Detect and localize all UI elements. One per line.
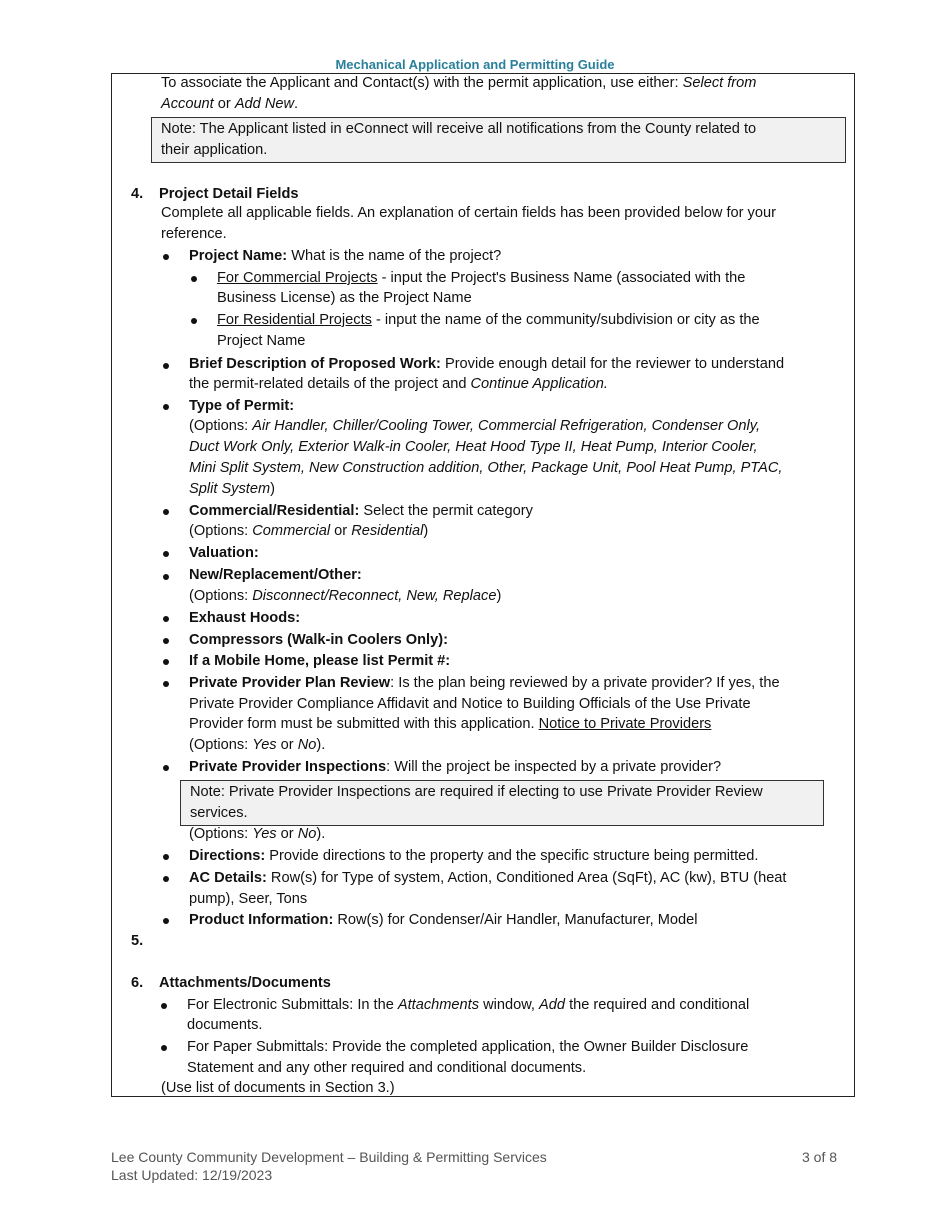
footer-page-number: 3 of 8 bbox=[802, 1149, 838, 1165]
section-4-desc-2: reference. bbox=[161, 226, 227, 242]
intro-line-2: Account or Add New. bbox=[161, 96, 299, 112]
bullet-icon bbox=[163, 404, 169, 410]
commercial-residential-options: (Options: Commercial or Residential) bbox=[189, 523, 429, 539]
section-4-title: Project Detail Fields bbox=[159, 186, 299, 202]
bullet-icon bbox=[163, 918, 169, 924]
paper-submittals-line-1: For Paper Submittals: Provide the completed application, the Owner Builder Disclosure bbox=[187, 1039, 749, 1055]
bullet-icon bbox=[163, 681, 169, 687]
bullet-icon bbox=[161, 1045, 167, 1051]
section-5-number: 5. bbox=[131, 933, 144, 949]
bullet-icon bbox=[163, 509, 169, 515]
electronic-submittals-line-1: For Electronic Submittals: In the Attachments window, Add the required and conditional bbox=[187, 997, 750, 1013]
field-brief-description-1: Brief Description of Proposed Work: Provide enough detail for the reviewer to understand bbox=[189, 356, 785, 372]
bullet-icon bbox=[191, 318, 197, 324]
section-4-number: 4. bbox=[131, 186, 144, 202]
bullet-icon bbox=[163, 616, 169, 622]
residential-projects-line-2: Project Name bbox=[217, 333, 306, 349]
field-private-provider-plan-review-2: Private Provider Compliance Affidavit and Notice to Building Officials of the Use Private bbox=[189, 696, 751, 712]
field-brief-description-2: the permit-related details of the project and Continue Application. bbox=[189, 376, 608, 392]
bullet-icon bbox=[163, 659, 169, 665]
field-valuation: Valuation: bbox=[189, 545, 259, 561]
field-private-provider-plan-review-1: Private Provider Plan Review: Is the plan being reviewed by a private provider? If yes, the bbox=[189, 675, 780, 691]
electronic-submittals-line-2: documents. bbox=[187, 1017, 263, 1033]
bullet-icon bbox=[161, 1003, 167, 1009]
bullet-icon bbox=[163, 638, 169, 644]
private-provider-plan-review-options: (Options: Yes or No). bbox=[189, 737, 326, 753]
notice-to-private-providers-link[interactable]: Notice to Private Providers bbox=[538, 716, 712, 732]
section-6-reference: (Use list of documents in Section 3.) bbox=[161, 1080, 395, 1096]
bullet-icon bbox=[163, 363, 169, 369]
page-header-title: Mechanical Application and Permitting Guide bbox=[335, 57, 615, 72]
section-6-title: Attachments/Documents bbox=[159, 975, 331, 991]
commercial-projects-line-1: For Commercial Projects - input the Project's Business Name (associated with the bbox=[217, 270, 746, 286]
note-private-provider-inspections: Note: Private Provider Inspections are required if electing to use Private Provider Review services. bbox=[180, 780, 824, 826]
section-4-desc-1: Complete all applicable fields. An explanation of certain fields has been provided below for your bbox=[161, 205, 776, 221]
type-of-permit-options-1: (Options: Air Handler, Chiller/Cooling Tower, Commercial Refrigeration, Condenser Only, bbox=[189, 418, 761, 434]
field-private-provider-plan-review-3: Provider form must be submitted with this application. Notice to Private Providers bbox=[189, 716, 712, 732]
field-project-name: Project Name: What is the name of the project? bbox=[189, 248, 502, 264]
section-6-number: 6. bbox=[131, 975, 144, 991]
bullet-icon bbox=[163, 574, 169, 580]
note-applicant-notifications: Note: The Applicant listed in eConnect will receive all notifications from the County related to their application. bbox=[151, 117, 846, 163]
type-of-permit-options-3: Mini Split System, New Construction addition, Other, Package Unit, Pool Heat Pump, PTAC, bbox=[189, 460, 783, 476]
field-new-replacement-other: New/Replacement/Other: bbox=[189, 567, 362, 583]
field-ac-details-2: pump), Seer, Tons bbox=[189, 891, 308, 907]
bullet-icon bbox=[163, 876, 169, 882]
paper-submittals-line-2: Statement and any other required and conditional documents. bbox=[187, 1060, 587, 1076]
footer-organization: Lee County Community Development – Building & Permitting Services bbox=[111, 1149, 547, 1165]
field-directions: Directions: Provide directions to the property and the specific structure being permitted. bbox=[189, 848, 759, 864]
bullet-icon bbox=[163, 765, 169, 771]
commercial-projects-line-2: Business License) as the Project Name bbox=[217, 290, 472, 306]
bullet-icon bbox=[163, 254, 169, 260]
type-of-permit-options-2: Duct Work Only, Exterior Walk-in Cooler, Heat Hood Type II, Heat Pump, Interior Cooler, bbox=[189, 439, 758, 455]
field-compressors: Compressors (Walk-in Coolers Only): bbox=[189, 632, 448, 648]
field-product-information: Product Information: Row(s) for Condenser/Air Handler, Manufacturer, Model bbox=[189, 912, 698, 928]
residential-projects-line-1: For Residential Projects - input the name of the community/subdivision or city as the bbox=[217, 312, 760, 328]
footer-last-updated: Last Updated: 12/19/2023 bbox=[111, 1167, 273, 1183]
field-ac-details-1: AC Details: Row(s) for Type of system, Action, Conditioned Area (SqFt), AC (kw), BTU (heat bbox=[189, 870, 787, 886]
field-type-of-permit: Type of Permit: bbox=[189, 398, 295, 414]
field-commercial-residential: Commercial/Residential: Select the permit category bbox=[189, 503, 533, 519]
intro-line-1: To associate the Applicant and Contact(s) with the permit application, use either: Select from bbox=[161, 75, 757, 91]
field-exhaust-hoods: Exhaust Hoods: bbox=[189, 610, 301, 626]
new-replacement-options: (Options: Disconnect/Reconnect, New, Replace) bbox=[189, 588, 502, 604]
field-private-provider-inspections: Private Provider Inspections: Will the project be inspected by a private provider? bbox=[189, 759, 722, 775]
bullet-icon bbox=[163, 854, 169, 860]
field-mobile-home-permit: If a Mobile Home, please list Permit #: bbox=[189, 653, 451, 669]
bullet-icon bbox=[191, 276, 197, 282]
type-of-permit-options-4: Split System) bbox=[189, 481, 275, 497]
bullet-icon bbox=[163, 551, 169, 557]
private-provider-inspections-options: (Options: Yes or No). bbox=[189, 826, 326, 842]
